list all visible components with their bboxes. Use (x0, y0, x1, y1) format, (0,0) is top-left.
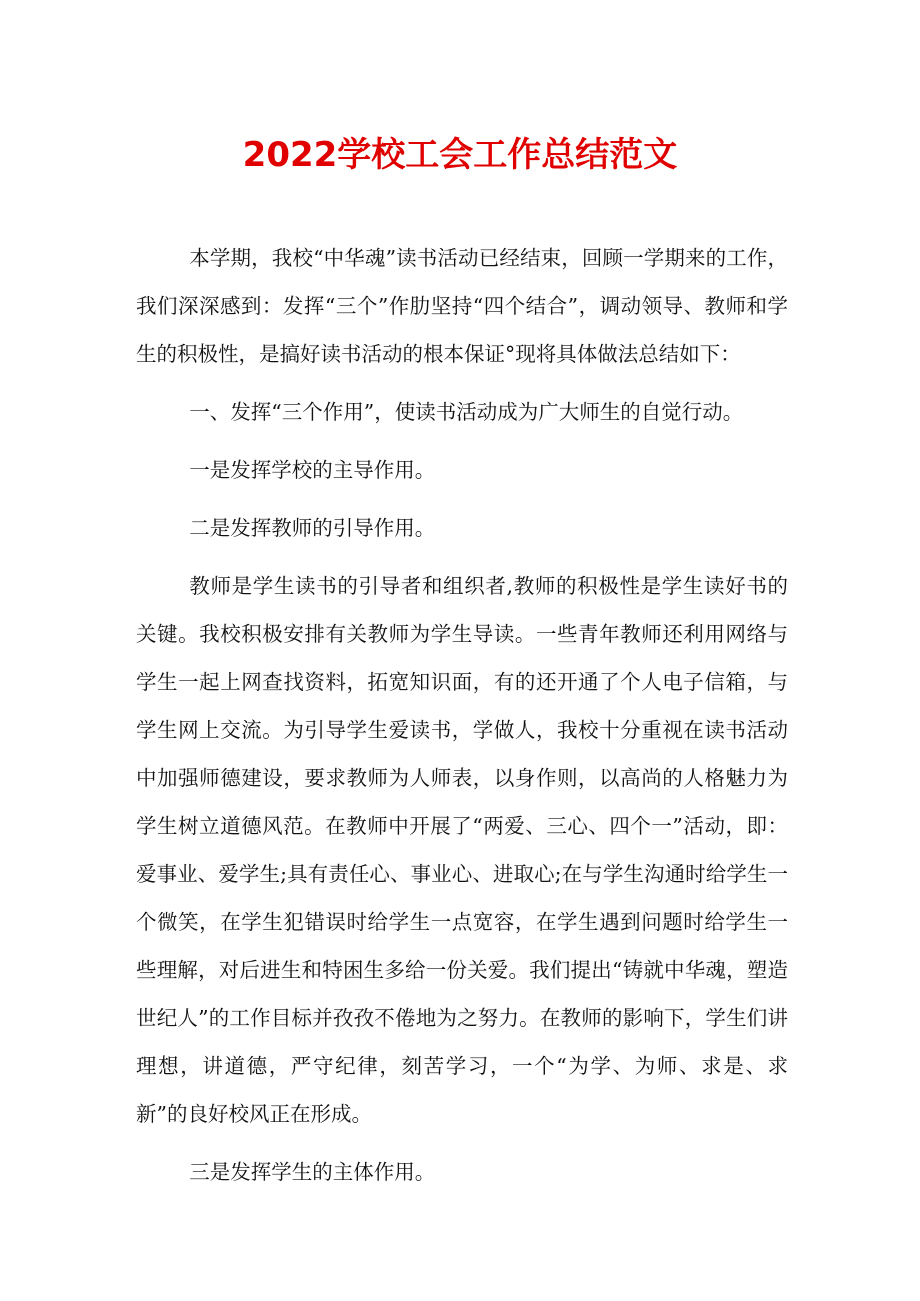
subsection-school-role: 一是发挥学校的主导作用。 (189, 458, 436, 482)
section-heading-one: 一、发挥“三个作用”，使读书活动成为广大师生的自觉行动。 (189, 400, 744, 424)
subsection-student-role: 三是发挥学生的主体作用。 (189, 1160, 436, 1184)
document-title: 2022学校工会工作总结范文 (242, 135, 678, 175)
intro-paragraph: 本学期，我校“中华魂”读书活动已经结束，回顾一学期来的工作，我们深深感到：发挥“三个”作肋坚持“四个结合”，调动领导、教师和学生的积极性，是搞好读书活动的根本保证°现将具体做法总结如下： (136, 246, 788, 366)
subsection-teacher-role: 二是发挥教师的引导作用。 (189, 516, 436, 540)
document-body (136, 234, 788, 1206)
teacher-role-paragraph: 教师是学生读书的引导者和组织者,教师的积极性是学生读好书的关键。我校积极安排有关教师为学生导读。一些青年教师还利用网络与学生一起上网查找资料，拓宽知识面，有的还开通了个人电子信箱，与学生网上交流。为引导学生爱读书，学做人，我校十分重视在读书活动中加强师德建设，要求教师为人师表，以身作则，以高尚的人格魅力为学生树立道德风范。在教师中开展了“两爱、三心、四个一”活动，即：爱事业、爱学生;具有责任心、事业心、进取心;在与学生沟通时给学生一个微笑，在学生犯错误时给学生一点宽容，在学生遇到问题时给学生一些理解，对后进生和特困生多给一份关爱。我们提出“铸就中华魂，塑造世纪人”的工作目标并孜孜不倦地为之努力。在教师的影响下，学生们讲理想，讲道德，严守纪律，刻苦学习，一个“为学、为师、求是、求新”的良好校风正在形成。 (136, 574, 788, 1126)
